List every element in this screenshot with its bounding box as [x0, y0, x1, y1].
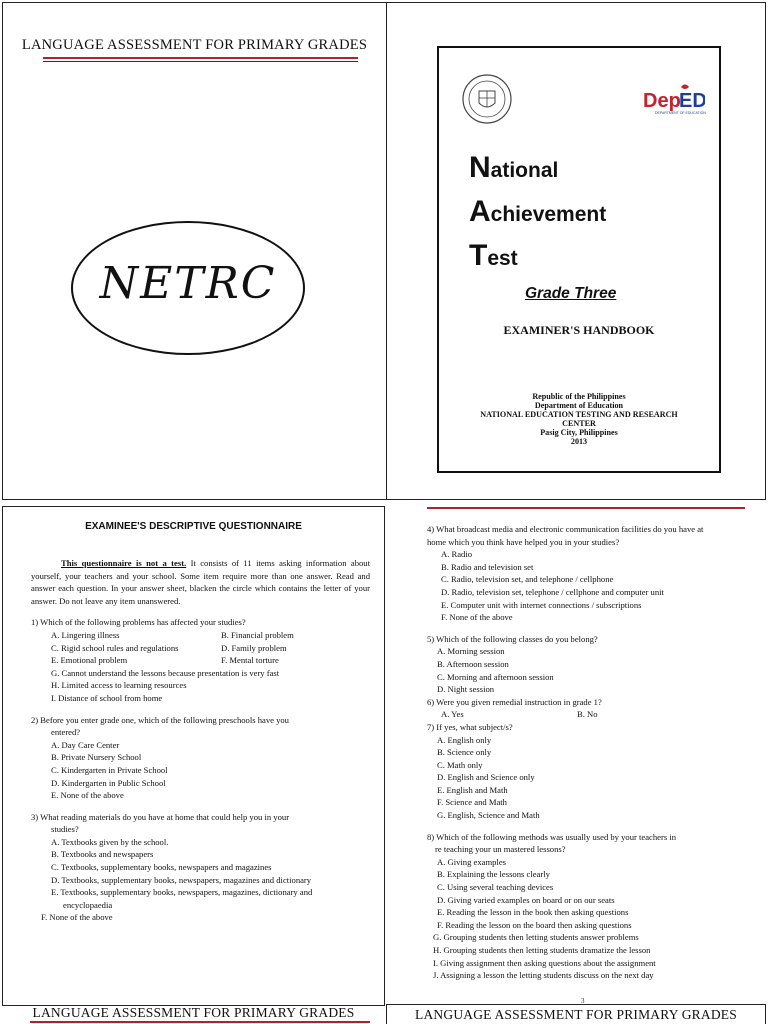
q7-option: F. Science and Math	[437, 797, 507, 808]
header-rule	[43, 57, 358, 59]
deped-tagline: DEPARTMENT OF EDUCATION	[655, 111, 706, 115]
question-1: 1) Which of the following problems has affected your studies?	[31, 617, 246, 628]
netrc-logo-text: NETRC	[99, 258, 277, 309]
q2-option: C. Kindergarten in Private School	[51, 764, 168, 775]
grade-label: Grade Three	[525, 285, 617, 302]
deped-logo	[641, 83, 705, 119]
q1-option: G. Cannot understand the lessons because presentation is very fast	[51, 667, 280, 678]
q1-option: H. Limited access to learning resources	[51, 680, 187, 691]
deped-seal-icon	[461, 73, 513, 130]
q1-row: A. Lingering illness B. Financial problem	[51, 629, 294, 640]
header-rule-thin	[43, 61, 358, 62]
q4-option: B. Radio and television set	[441, 561, 534, 572]
svg-text:ED: ED	[679, 90, 705, 112]
q7-option: G. English, Science and Math	[437, 810, 540, 821]
page-header: LANGUAGE ASSESSMENT FOR PRIMARY GRADES	[21, 37, 368, 53]
question-8-cont: re teaching your un mastered lessons?	[435, 844, 566, 855]
question-4: 4) What broadcast media and electronic communication facilities do you have at	[427, 524, 704, 534]
page-footer: LANGUAGE ASSESSMENT FOR PRIMARY GRADES	[415, 1007, 737, 1022]
q8-option: B. Explaining the lessons clearly	[437, 869, 550, 880]
q7-option: C. Math only	[437, 759, 483, 770]
q7-option: D. English and Science only	[437, 772, 535, 783]
cover-page-right	[386, 2, 766, 500]
publisher-block: Republic of the Philippines Department of Education NATIONAL EDUCATION TESTING AND RESEARCH CENTER Pasig City, Philippines 2013	[480, 392, 678, 446]
top-rule	[427, 507, 745, 509]
question-3: 3) What reading materials do you have at home that could help you in your	[31, 811, 290, 822]
questionnaire-body	[31, 557, 370, 924]
q3-option: D. Textbooks, supplementary books, newspapers, magazines and dictionary	[51, 874, 312, 885]
cover-page-left	[2, 2, 387, 500]
q8-option: D. Giving varied examples on board or on our seats	[437, 894, 615, 905]
q7-option: E. English and Math	[437, 784, 508, 795]
question-6: 6) Were you given remedial instruction in grade 1?	[427, 696, 602, 707]
q6-options: A. Yes B. No	[441, 709, 598, 720]
q1-row: E. Emotional problem F. Mental torture	[51, 655, 279, 666]
q5-option: B. Afternoon session	[437, 658, 509, 669]
question-4-cont: home which you think have helped you in your studies?	[427, 536, 620, 547]
q3-option-cont: encyclopaedia	[63, 899, 113, 910]
q8-option: E. Reading the lesson in the book then asking questions	[437, 907, 629, 918]
q2-option: B. Private Nursery School	[51, 752, 142, 763]
q4-option: A. Radio	[441, 549, 473, 560]
q5-option: D. Night session	[437, 684, 495, 695]
title-national: National	[469, 151, 559, 184]
q3-option: B. Textbooks and newspapers	[51, 849, 154, 860]
q8-option: G. Grouping students then letting students answer problems	[433, 932, 639, 943]
title-test: Test	[469, 239, 518, 272]
question-2: 2) Before you enter grade one, which of the following preschools have you	[31, 714, 289, 725]
question-3-cont: studies?	[51, 824, 79, 835]
q3-option: C. Textbooks, supplementary books, newspapers and magazines	[51, 862, 272, 873]
q5-option: C. Morning and afternoon session	[437, 671, 554, 682]
questionnaire-body-cont	[427, 523, 759, 982]
svg-text:Dep: Dep	[643, 90, 681, 112]
q8-option: I. Giving assignment then asking questions about the assignment	[433, 957, 656, 968]
q2-option: E. None of the above	[51, 790, 124, 801]
q8-option: A. Giving examples	[437, 856, 506, 867]
question-7: 7) If yes, what subject/s?	[427, 721, 513, 732]
q8-option: J. Assigning a lesson the letting students discuss on the next day	[433, 970, 654, 981]
question-8: 8) Which of the following methods was usually used by your teachers in	[427, 831, 677, 842]
footer-rule	[30, 1021, 370, 1023]
q8-option: F. Reading the lesson on the board then asking questions	[437, 919, 632, 930]
questionnaire-page-right	[386, 506, 766, 1004]
page-footer: LANGUAGE ASSESSMENT FOR PRIMARY GRADES	[32, 1005, 355, 1020]
title-achievement: Achievement	[469, 195, 607, 228]
q5-option: A. Morning session	[437, 646, 505, 657]
q3-option: F. None of the above	[41, 912, 113, 923]
q4-option: F. None of the above	[441, 612, 513, 623]
q4-option: C. Radio, television set, and telephone / cellphone	[441, 574, 614, 585]
q2-option: D. Kindergarten in Public School	[51, 777, 166, 788]
intro-paragraph: This questionnaire is not a test. It consists of 11 items asking information about yourself, your teachers and your school. Some item require more than one answer. Read and answer each question. In your answer sheet, blacken the circle which contains the letter of your answer. Do not leave any item unanswered.	[31, 558, 370, 606]
q1-option: I. Distance of school from home	[51, 692, 163, 703]
q7-option: A. English only	[437, 734, 492, 745]
q2-option: A. Day Care Center	[51, 739, 120, 750]
questionnaire-title: EXAMINEE'S DESCRIPTIVE QUESTIONNAIRE	[85, 521, 302, 532]
q4-option: E. Computer unit with internet connections / subscriptions	[441, 599, 642, 610]
q1-row: C. Rigid school rules and regulations D. Family problem	[51, 642, 287, 653]
q3-option: A. Textbooks given by the school.	[51, 836, 169, 847]
q4-option: D. Radio, television set, telephone / cellphone and computer unit	[441, 586, 664, 597]
q8-option: H. Grouping students then letting students dramatize the lesson	[433, 945, 651, 955]
handbook-label: EXAMINER'S HANDBOOK	[503, 323, 655, 337]
question-2-cont: entered?	[51, 727, 81, 738]
q8-option: C. Using several teaching devices	[437, 882, 554, 893]
page-number: 3	[581, 997, 585, 1004]
questionnaire-page-left	[2, 506, 385, 1006]
q3-option: E. Textbooks, supplementary books, newspapers, magazines, dictionary and	[51, 887, 313, 898]
question-5: 5) Which of the following classes do you belong?	[427, 633, 598, 644]
q7-option: B. Science only	[437, 747, 492, 758]
